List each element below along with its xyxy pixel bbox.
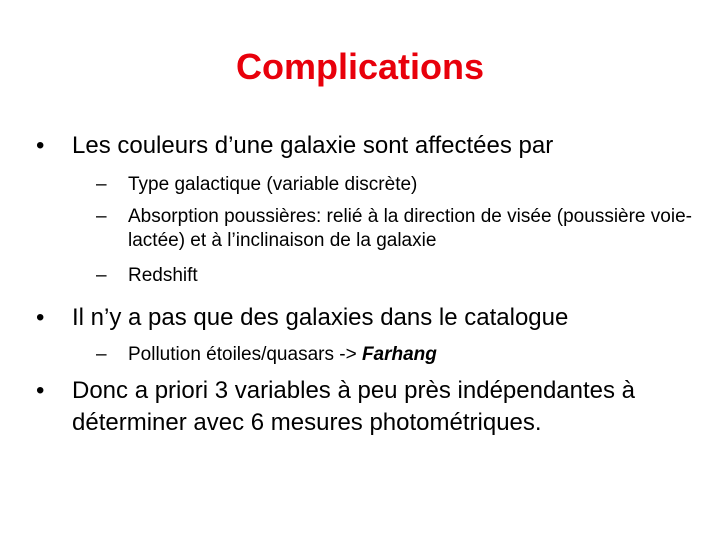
sub-bullet-mark: – [96, 265, 107, 286]
sub-bullet-text-plain: Pollution étoiles/quasars -> [128, 344, 362, 365]
bullet-item [36, 302, 676, 334]
sub-bullet-item [96, 264, 696, 288]
sub-bullet-text [128, 343, 696, 367]
sub-bullet-text-emphasis: Farhang [361, 344, 437, 365]
sub-bullet-mark: – [96, 344, 107, 365]
sub-bullet-text: Type galactique (variable discrète) [128, 174, 418, 195]
sub-bullet-mark: – [96, 174, 107, 195]
bullet-mark: • [36, 132, 45, 159]
sub-bullet-item [96, 205, 696, 253]
sub-bullet-mark: – [96, 206, 107, 227]
bullet-text: Il n’y a pas que des galaxies dans le catalogue [72, 304, 569, 331]
slide-title: Complications [235, 46, 485, 87]
bullet-text: Les couleurs d’une galaxie sont affectées par [72, 132, 554, 159]
bullet-mark: • [36, 377, 45, 404]
bullet-mark: • [36, 304, 45, 331]
bullet-item [36, 375, 676, 439]
sub-bullet-text: Absorption poussières: relié à la direction de visée (poussière voie-lactée) et à l’inclinaison de la galaxie [128, 206, 692, 251]
sub-bullet-text: Redshift [128, 265, 198, 286]
bullet-text: Donc a priori 3 variables à peu près indépendantes à déterminer avec 6 mesures photométriques. [72, 377, 636, 436]
bullet-item [36, 130, 676, 162]
sub-bullet-item [96, 343, 696, 367]
sub-bullet-item [96, 173, 696, 197]
